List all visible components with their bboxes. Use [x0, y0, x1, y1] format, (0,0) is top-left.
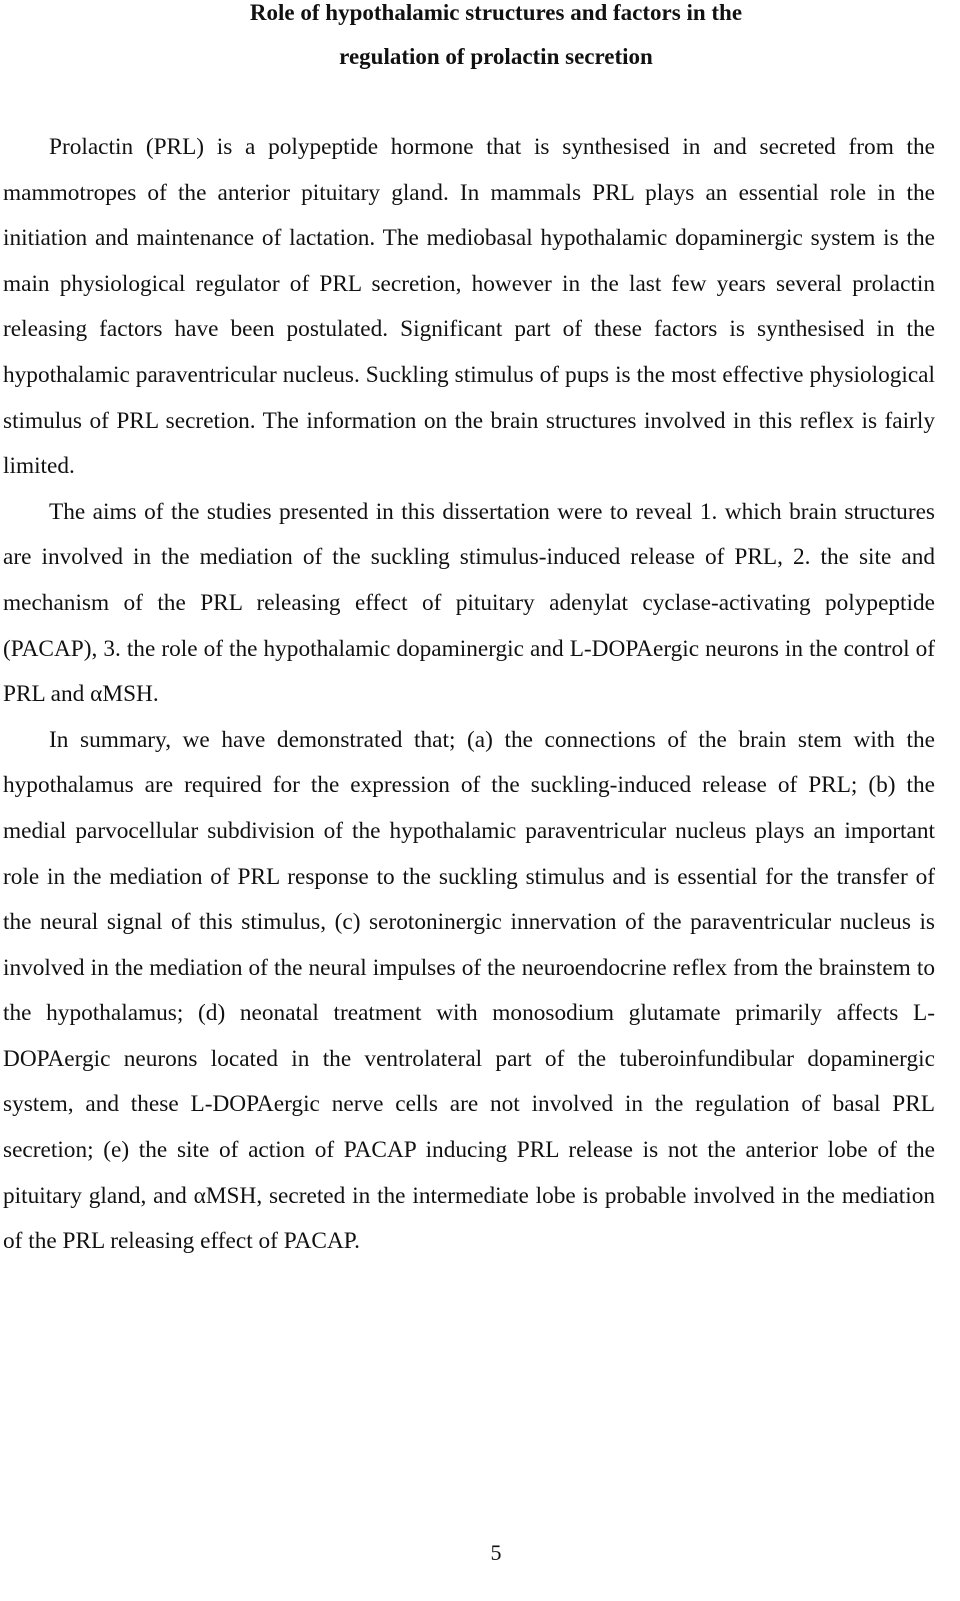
page-number: 5 — [490, 1540, 502, 1565]
title-line-1: Role of hypothalamic structures and factors in the — [249, 0, 743, 25]
title-line-2: regulation of prolactin secretion — [339, 44, 653, 69]
body-text — [3, 125, 935, 1265]
paragraph-summary: In summary, we have demonstrated that; (a) the connections of the brain stem with the hypothalamus are required for the expression of the suckling-induced release of PRL; (b) the medial parvocellular subdivision of the hypothalamic paraventricular nucleus plays an important role in the mediation of PRL response to the suckling stimulus and is essential for the transfer of the neural signal of this stimulus, (c) serotoninergic innervation of the paraventricular nucleus is involved in the mediation of the neural impulses of the neuroendocrine reflex from the brainstem to the hypothalamus; (d) neonatal treatment with monosodium glutamate primarily affects L-DOPAergic neurons located in the ventrolateral part of the tuberoinfundibular dopaminergic system, and these L-DOPAergic nerve cells are not involved in the regulation of basal PRL secretion; (e) the site of action of PACAP inducing PRL release is not the anterior lobe of the pituitary gland, and αMSH, secreted in the intermediate lobe is probable involved in the mediation of the PRL releasing effect of PACAP. — [3, 726, 935, 1255]
document-title — [0, 0, 960, 79]
paragraph-aims: The aims of the studies presented in this dissertation were to reveal 1. which brain structures are involved in the mediation of the suckling stimulus-induced release of PRL, 2. the site and mechanism of the PRL releasing effect of pituitary adenylat cyclase-activating polypeptide (PACAP), 3. the role of the hypothalamic dopaminergic and L-DOPAergic neurons in the control of PRL and αMSH. — [3, 498, 935, 708]
paragraph-introduction: Prolactin (PRL) is a polypeptide hormone that is synthesised in and secreted from the mammotropes of the anterior pituitary gland. In mammals PRL plays an essential role in the initiation and maintenance of lactation. The mediobasal hypothalamic dopaminergic system is the main physiological regulator of PRL secretion, however in the last few years several prolactin releasing factors have been postulated. Significant part of these factors is synthesised in the hypothalamic paraventricular nucleus. Suckling stimulus of pups is the most effective physiological stimulus of PRL secretion. The information on the brain structures involved in this reflex is fairly limited. — [3, 134, 935, 480]
